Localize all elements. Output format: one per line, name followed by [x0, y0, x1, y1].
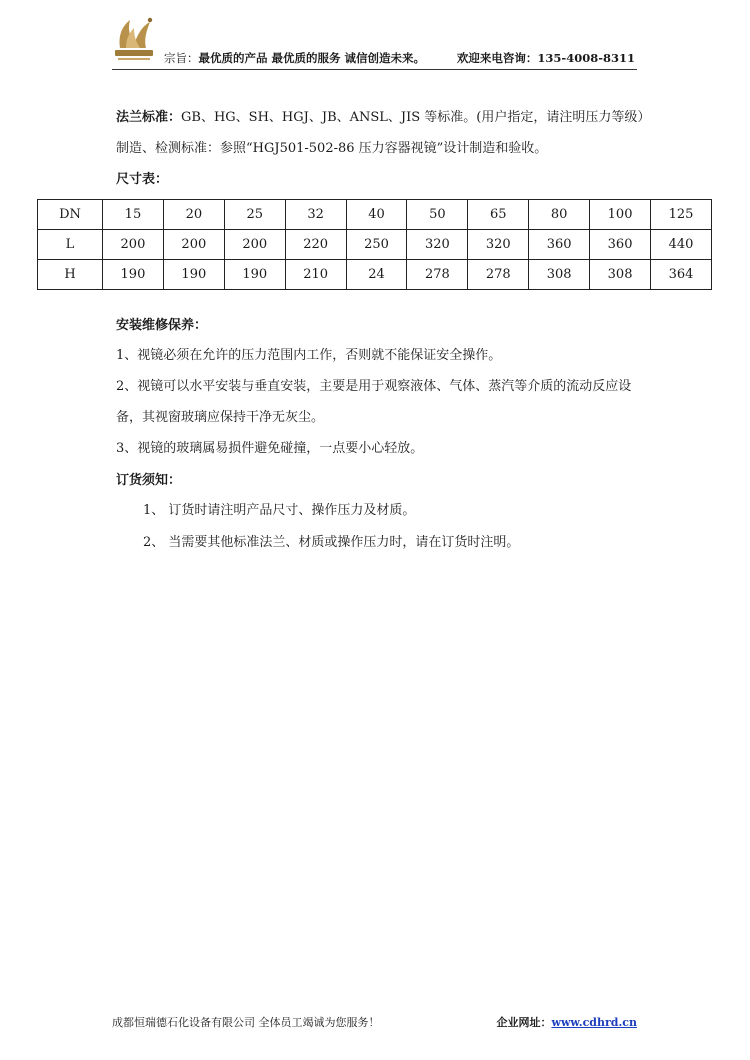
table-row-header: H [38, 260, 103, 290]
table-cell: 15 [103, 200, 164, 230]
maintenance-item: 1、视镜必须在允许的压力范围内工作，否则就不能保证安全操作。 [116, 348, 502, 363]
table-cell: 190 [163, 260, 224, 290]
table-cell: 278 [468, 260, 529, 290]
slogan-label: 宗旨： [164, 51, 199, 65]
table-cell: 320 [468, 230, 529, 260]
table-row [38, 230, 712, 260]
table-cell: 320 [407, 230, 468, 260]
table-cell: 440 [651, 230, 712, 260]
table-row [38, 200, 712, 230]
table-cell: 360 [590, 230, 651, 260]
footer-company: 成都恒瑞德石化设备有限公司 全体员工竭诚为您服务！ [112, 1016, 380, 1029]
header-slogan [164, 50, 425, 66]
order-note-item: 1、 订货时请注明产品尺寸、操作压力及材质。 [143, 503, 416, 518]
table-cell: 190 [224, 260, 285, 290]
size-table [37, 199, 712, 290]
order-notes-title: 订货须知： [116, 473, 182, 488]
table-cell: 40 [346, 200, 407, 230]
table-cell: 200 [103, 230, 164, 260]
table-row-header: L [38, 230, 103, 260]
website-link[interactable]: www.cdhrd.cn [551, 1016, 637, 1029]
header-hotline: 欢迎来电咨询：135-4008-8311 [456, 51, 635, 65]
slogan-text: 最优质的产品 最优质的服务 诚信创造未来。 [198, 51, 426, 65]
maintenance-item: 3、视镜的玻璃属易损件避免碰撞，一点要小心轻放。 [116, 441, 424, 456]
table-cell: 125 [651, 200, 712, 230]
header-divider [112, 69, 637, 70]
maintenance-title: 安装维修保养： [116, 318, 208, 333]
table-cell: 220 [285, 230, 346, 260]
table-cell: 200 [163, 230, 224, 260]
table-cell: 364 [651, 260, 712, 290]
order-note-item: 2、 当需要其他标准法兰、材质或操作压力时，请在订货时注明。 [143, 535, 520, 550]
flange-standard-label: 法兰标准： [116, 110, 182, 125]
flange-standard-line [116, 106, 650, 125]
table-cell: 80 [529, 200, 590, 230]
table-cell: 25 [224, 200, 285, 230]
company-logo-icon [112, 14, 156, 64]
table-cell: 65 [468, 200, 529, 230]
table-cell: 308 [590, 260, 651, 290]
table-cell: 20 [163, 200, 224, 230]
table-cell: 50 [407, 200, 468, 230]
table-row [38, 260, 712, 290]
flange-standard-text: GB、HG、SH、HGJ、JB、ANSL、JIS 等标准。(用户指定，请注明压力等级） [181, 110, 651, 125]
table-cell: 100 [590, 200, 651, 230]
footer-website [496, 1014, 637, 1030]
size-table-title: 尺寸表： [116, 172, 169, 187]
table-cell: 250 [346, 230, 407, 260]
table-cell: 210 [285, 260, 346, 290]
footer-website-label: 企业网址： [496, 1016, 552, 1029]
maintenance-item: 2、视镜可以水平安装与垂直安装，主要是用于观察液体、气体、蒸汽等介质的流动反应设 [116, 379, 632, 394]
maintenance-item: 备，其视窗玻璃应保持干净无灰尘。 [116, 410, 325, 425]
manufacture-standard-line: 制造、检测标准：参照“HGJ501-502-86 压力容器视镜”设计制造和验收。 [116, 141, 548, 156]
page-header [112, 14, 637, 74]
table-cell: 200 [224, 230, 285, 260]
table-row-header: DN [38, 200, 103, 230]
table-cell: 24 [346, 260, 407, 290]
table-cell: 278 [407, 260, 468, 290]
table-cell: 32 [285, 200, 346, 230]
table-cell: 190 [103, 260, 164, 290]
table-cell: 308 [529, 260, 590, 290]
table-cell: 360 [529, 230, 590, 260]
